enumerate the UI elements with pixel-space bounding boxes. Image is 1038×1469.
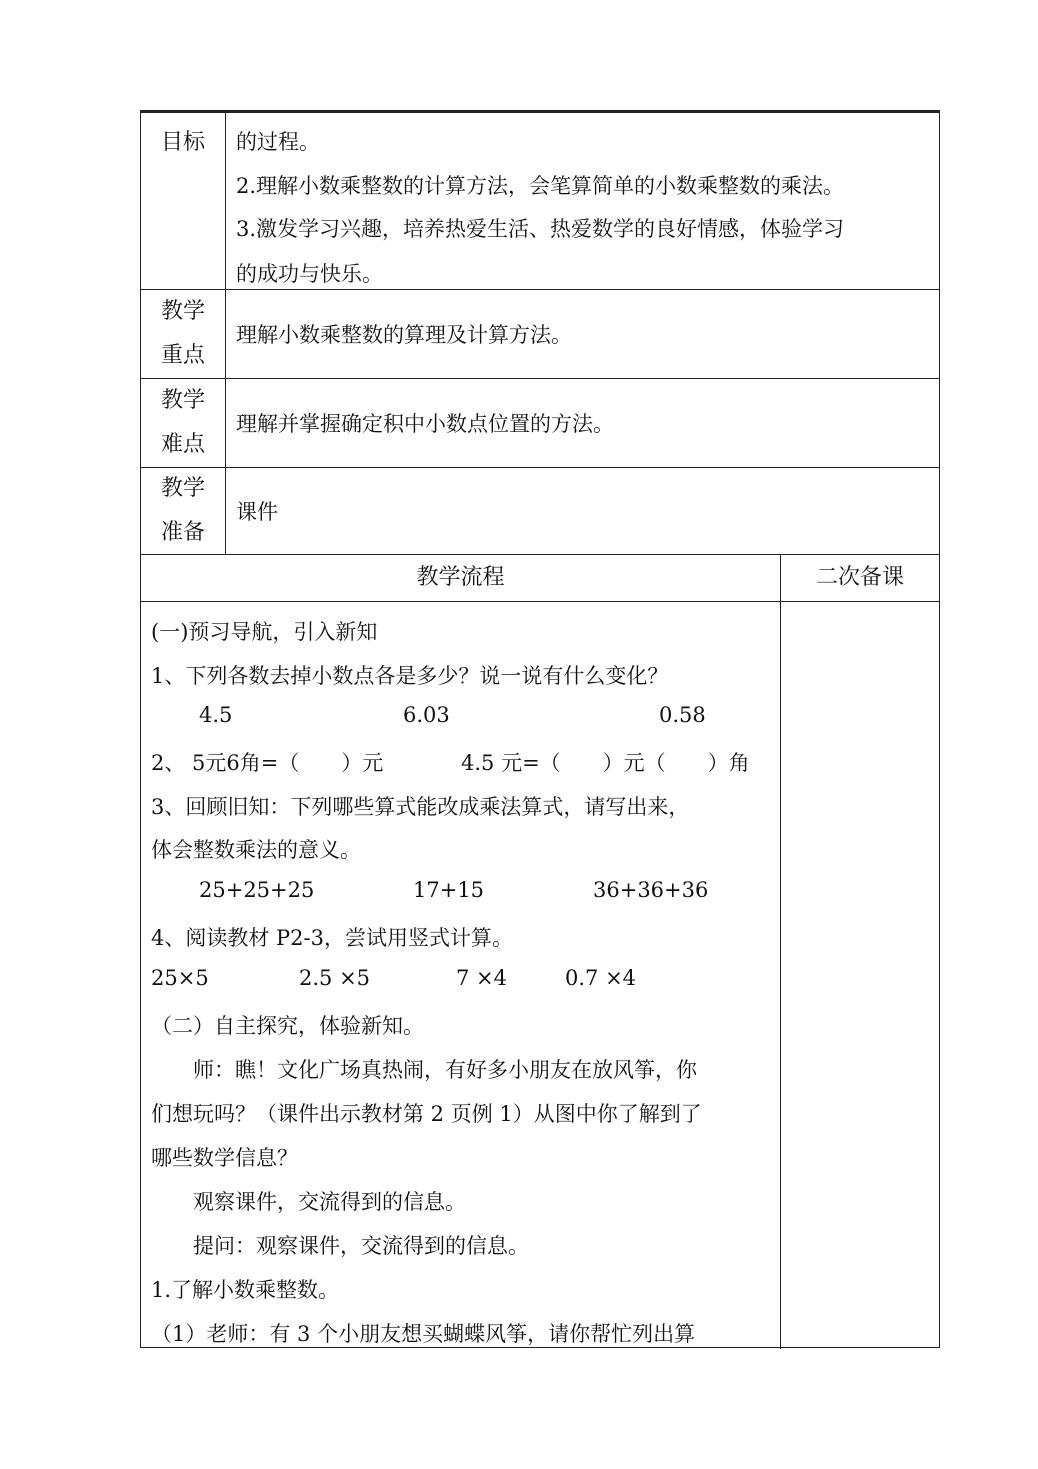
flow-para-3: 哪些数学信息？	[151, 1146, 298, 1170]
key-label-2: 重点	[160, 343, 205, 368]
flow-para-4: 观察课件，交流得到的信息。	[151, 1190, 466, 1214]
flow-para-1: 师：瞧！文化广场真热闹，有好多小朋友在放风筝，你	[151, 1058, 697, 1082]
goal-content	[226, 113, 939, 289]
flow-question-3: 3、回顾旧知：下列哪些算式能改成乘法算式，请写出来，	[151, 795, 690, 819]
flow-question-1: 1、下列各数去掉小数点各是多少？说一说有什么变化？	[151, 664, 669, 688]
goal-line-3: 3.激发学习兴趣，培养热爱生活、热爱数学的良好情感，体验学习	[236, 217, 845, 241]
flow-header-row	[141, 555, 939, 602]
flow-question-2a: 2、 5元6角=（ ）元	[151, 751, 384, 775]
prep-content	[226, 468, 939, 554]
prep-row	[141, 468, 939, 555]
flow-mult-2: 2.5 ×5	[299, 966, 371, 990]
goal-line-4: 的成功与快乐。	[236, 262, 383, 286]
key-content	[226, 290, 939, 378]
flow-para-6: （1）老师：有 3 个小朋友想买蝴蝶风筝，请你帮忙列出算	[151, 1322, 696, 1346]
flow-sum-1: 25+25+25	[199, 878, 315, 902]
difficulty-label	[141, 379, 226, 467]
flow-num-3: 0.58	[659, 703, 706, 727]
key-row	[141, 290, 939, 379]
lesson-plan-table	[140, 110, 940, 1348]
difficulty-row	[141, 379, 939, 468]
goal-row	[141, 113, 939, 290]
flow-subheading-1: 1.了解小数乘整数。	[151, 1278, 340, 1302]
difficulty-label-2: 难点	[160, 432, 205, 457]
goal-label	[141, 113, 226, 289]
goal-line-2: 2.理解小数乘整数的计算方法，会笔算简单的小数乘整数的乘法。	[236, 174, 845, 198]
flow-section-1-title: (一)预习导航，引入新知	[151, 620, 378, 644]
difficulty-text: 理解并掌握确定积中小数点位置的方法。	[236, 412, 614, 436]
flow-section-2-title: （二）自主探究，体验新知。	[151, 1014, 424, 1038]
second-prep-cell	[781, 602, 939, 1349]
flow-body-row	[141, 602, 939, 1349]
prep-label-1: 教学	[160, 476, 205, 501]
flow-header: 教学流程	[141, 555, 781, 601]
key-label	[141, 290, 226, 378]
prep-text: 课件	[236, 500, 278, 524]
flow-question-2b: 4.5 元=（ ）元（ ）角	[461, 751, 750, 775]
second-prep-header: 二次备课	[815, 565, 904, 590]
flow-question-4: 4、阅读教材 P2-3，尝试用竖式计算。	[151, 926, 513, 950]
difficulty-label-1: 教学	[160, 388, 205, 413]
flow-num-1: 4.5	[199, 703, 233, 727]
flow-para-2: 们想玩吗？（课件出示教材第 2 页例 1）从图中你了解到了	[151, 1102, 702, 1126]
flow-mult-3: 7 ×4	[456, 966, 507, 990]
key-text: 理解小数乘整数的算理及计算方法。	[236, 323, 572, 347]
flow-para-5: 提问：观察课件，交流得到的信息。	[151, 1234, 529, 1258]
flow-mult-4: 0.7 ×4	[565, 966, 637, 990]
goal-label-text: 目标	[160, 130, 205, 155]
prep-label-2: 准备	[160, 520, 205, 545]
difficulty-content	[226, 379, 939, 467]
goal-line-1: 的过程。	[236, 130, 320, 154]
prep-label	[141, 468, 226, 554]
flow-sum-2: 17+15	[413, 878, 485, 902]
key-label-1: 教学	[160, 299, 205, 324]
flow-question-3-cont: 体会整数乘法的意义。	[151, 838, 361, 862]
flow-sum-3: 36+36+36	[593, 878, 709, 902]
flow-mult-1: 25×5	[151, 966, 209, 990]
flow-num-2: 6.03	[403, 703, 450, 727]
flow-content	[141, 602, 781, 1349]
